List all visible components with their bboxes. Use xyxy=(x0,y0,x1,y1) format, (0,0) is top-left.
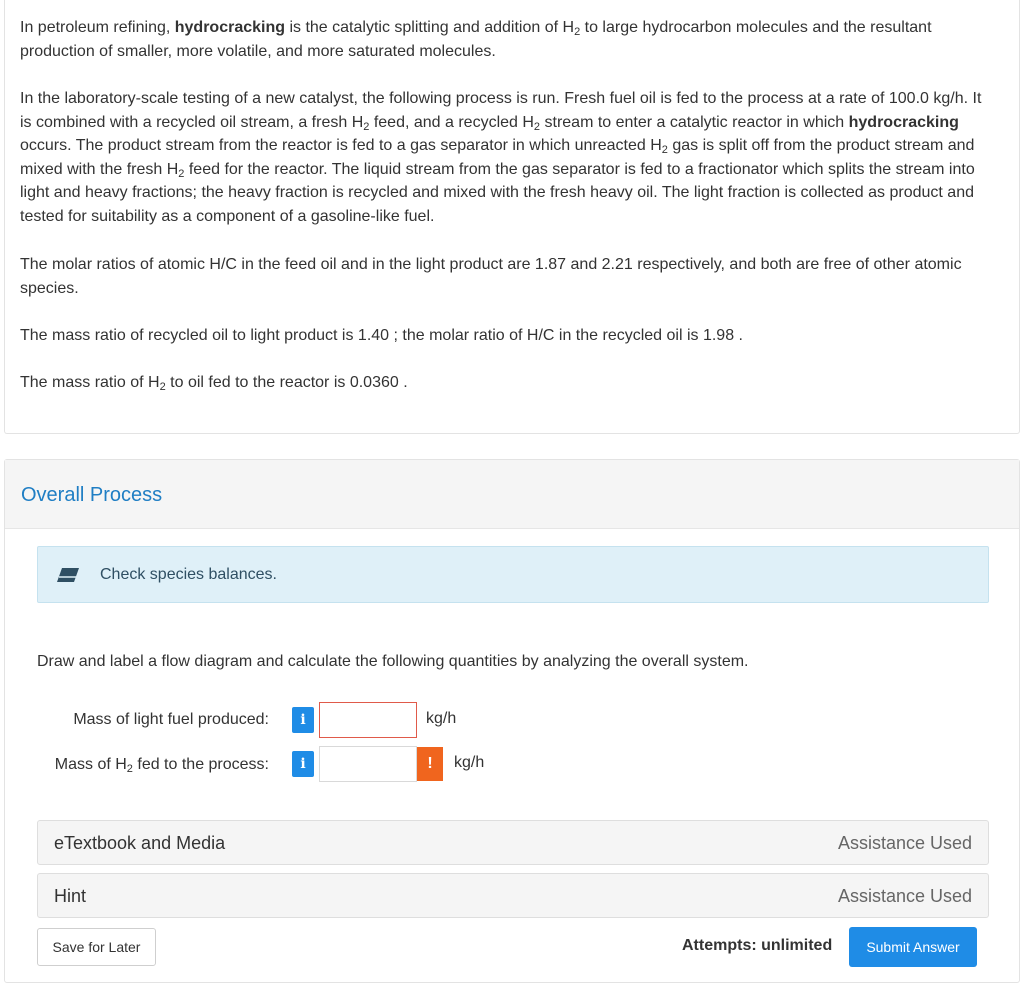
attempts-text: Attempts: unlimited xyxy=(682,937,833,954)
eraser-icon xyxy=(56,567,80,583)
hint-row[interactable] xyxy=(37,873,989,918)
unit-label: kg/h xyxy=(454,754,485,771)
accordion-title: eTextbook and Media xyxy=(54,833,226,853)
intro-paragraph: In petroleum refining, hydrocracking is the catalytic splitting and addition of $H_2$ to large hydrocarbon molecules and the resultant production of smaller, more volatile, and more saturated molecules. xyxy=(20,19,932,60)
assistance-status: Assistance Used xyxy=(837,833,972,853)
assistance-status: Assistance Used xyxy=(837,886,972,906)
info-box xyxy=(37,546,989,603)
light-fuel-input[interactable] xyxy=(319,702,417,738)
info-text: Check species balances. xyxy=(100,566,277,583)
instructions: Draw and label a flow diagram and calculate the following quantities by analyzing the overall system. xyxy=(37,653,749,670)
molar-ratio-paragraph: The molar ratios of atomic H/C in the feed oil and in the light product are 1.87 and 2.21 respectively, and both are free of other atomic species. xyxy=(20,256,962,297)
save-for-later-button[interactable]: Save for Later xyxy=(37,928,156,966)
section-header xyxy=(5,460,1019,529)
unit-label: kg/h xyxy=(426,710,457,727)
overall-process-card xyxy=(4,459,1020,983)
question-label-h2-fed: Mass of $H_2$ fed to the process: xyxy=(54,756,269,775)
info-icon[interactable]: i xyxy=(292,707,314,733)
process-description-paragraph: In the laboratory-scale testing of a new catalyst, the following process is run. Fresh fuel oil is fed to the process at a rate of 100.0 kg/h. It is combined with a recycled oil stream, a fresh $H_2$ feed, and a recycled $H_2$ stream to enter a catalytic reactor in which hydrocracking occurs. The product stream from the reactor is fed to a gas separator in which unreacted $H_2$ gas is split off from the product stream and mixed with the fresh $H_2$ feed for the reactor. The liquid stream from the gas separator is fed to a fractionator which splits the stream into light and heavy fractions; the heavy fraction is recycled and mixed with the fresh heavy oil. The light fraction is collected as product and tested for suitability as a component of a gasoline-like fuel. xyxy=(20,90,982,225)
mass-ratio-paragraph: The mass ratio of recycled oil to light product is 1.40 ; the molar ratio of H/C in the recycled oil is 1.98 . xyxy=(20,327,743,344)
accordion-title: Hint xyxy=(54,886,87,906)
h2-fed-input[interactable] xyxy=(319,746,417,782)
etextbook-media-row[interactable] xyxy=(37,820,989,865)
info-icon[interactable]: i xyxy=(292,751,314,777)
h2-ratio-paragraph: The mass ratio of $H_2$ to oil fed to the reactor is 0.0360 . xyxy=(20,374,408,393)
submit-answer-button[interactable]: Submit Answer xyxy=(849,927,977,967)
warning-icon: ! xyxy=(417,747,443,781)
section-title: Overall Process xyxy=(21,484,163,506)
question-label-light-fuel: Mass of light fuel produced: xyxy=(73,711,269,728)
